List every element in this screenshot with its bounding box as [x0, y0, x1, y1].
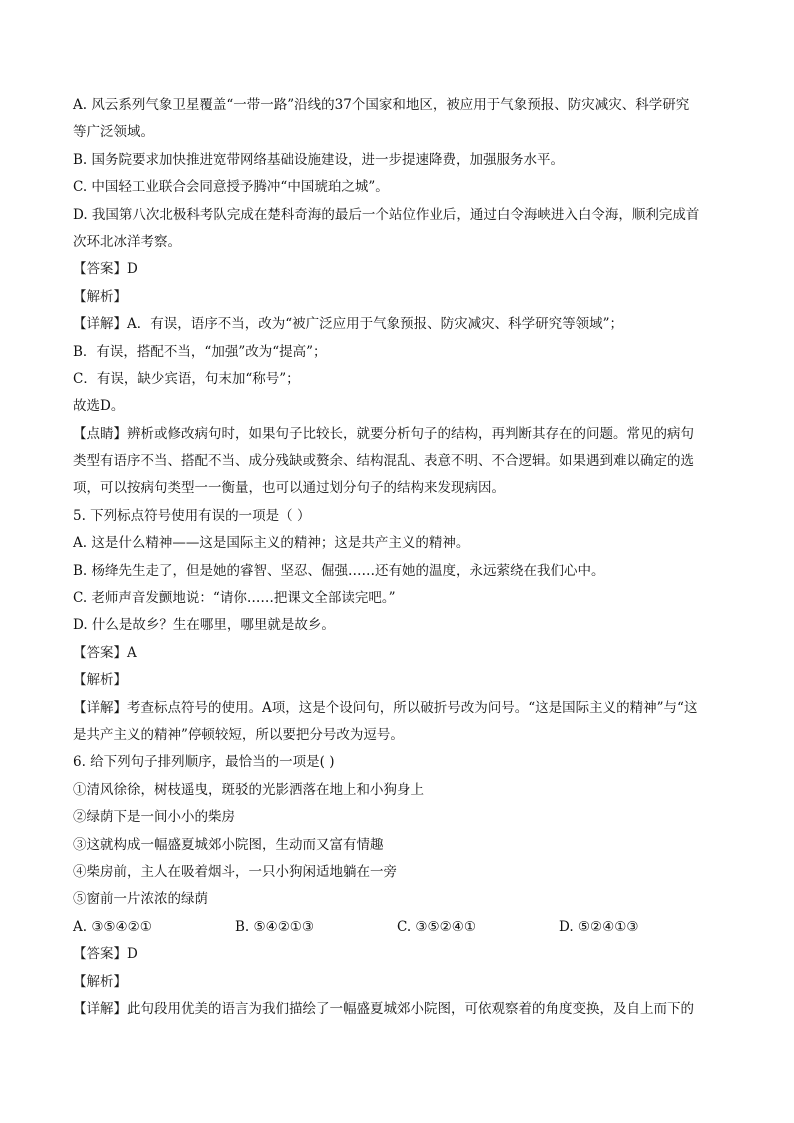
q5-option-b: B. 杨绛先生走了，但是她的睿智、坚忍、倔强……还有她的温度，永远萦绕在我们心中。 [73, 562, 605, 579]
q6-choice-c: C. ③⑤②④① [397, 918, 476, 935]
q6-choice-b: B. ⑤④②①③ [235, 918, 315, 935]
q6-answer: 【答案】D [73, 946, 138, 963]
q5-stem: 5. 下列标点符号使用有误的一项是（ ） [73, 507, 311, 524]
q4-option-b: B. 国务院要求加快推进宽带网络基础设施建设，进一步提速降费，加强服务水平。 [73, 151, 565, 168]
q6-sentence-2: ②绿荫下是一间小小的柴房 [73, 809, 235, 826]
q6-choices [73, 914, 723, 941]
q5-detail-line1: 【详解】考查标点符号的使用。A项，这是个设问句，所以破折号改为问号。“这是国际主义的精神”与“这 [73, 699, 698, 716]
q4-answer: 【答案】D [73, 261, 138, 278]
q4-option-d-line1: D. 我国第八次北极科考队完成在楚科奇海的最后一个站位作业后，通过白令海峡进入白令海，顺利完成首 [73, 206, 700, 223]
q6-detail-line1: 【详解】此句段用优美的语言为我们描绘了一幅盛夏城郊小院图，可依观察着的角度变换，及自上而下的 [73, 1000, 694, 1017]
q5-option-a: A. 这是什么精神——这是国际主义的精神；这是共产主义的精神。 [73, 535, 470, 552]
q4-tip-line1: 【点睛】辨析或修改病句时，如果句子比较长，就要分析句子的结构，再判断其存在的问题。常见的病句 [73, 425, 694, 442]
q5-detail-line2: 是共产主义的精神”停顿较短，所以要把分号改为逗号。 [73, 726, 404, 743]
q4-tip-line3: 项，可以按病句类型一一衡量，也可以通过划分句子的结构来发现病因。 [73, 480, 505, 497]
q5-option-d: D. 什么是故乡？生在哪里，哪里就是故乡。 [73, 617, 335, 634]
q6-sentence-3: ③这就构成一幅盛夏城郊小院图，生动而又富有情趣 [73, 836, 384, 853]
q4-tip-line2: 类型有语序不当、搭配不当、成分残缺或赘余、结构混乱、表意不明、不合逻辑。如果遇到难以确定的选 [73, 453, 694, 470]
q6-sentence-5: ⑤窗前一片浓浓的绿荫 [73, 891, 208, 908]
q4-detail-a: 【详解】A．有误，语序不当，改为“被广泛应用于气象预报、防灾减灾、科学研究等领域”； [73, 316, 624, 333]
q4-option-d-line2: 次环北冰洋考察。 [73, 233, 181, 250]
q6-analysis-heading: 【解析】 [73, 973, 127, 990]
q4-detail-c: C．有误，缺少宾语，句末加“称号”； [73, 370, 300, 387]
q6-sentence-4: ④柴房前，主人在吸着烟斗，一只小狗闲适地躺在一旁 [73, 863, 397, 880]
q4-conclusion: 故选D。 [73, 398, 125, 415]
q4-option-a-line2: 等广泛领域。 [73, 124, 154, 141]
document-body [73, 92, 723, 1023]
q4-detail-b: B．有误，搭配不当，“加强”改为“提高”； [73, 343, 327, 360]
q5-analysis-heading: 【解析】 [73, 672, 127, 689]
q6-choice-a: A. ③⑤④②① [73, 918, 152, 935]
q6-stem: 6. 给下列句子排列顺序，最恰当的一项是( ) [73, 754, 335, 771]
q4-option-c: C. 中国轻工业联合会同意授予腾冲“中国琥珀之城”。 [73, 179, 389, 196]
q5-option-c: C. 老师声音发颤地说：“请你……把课文全部读完吧。” [73, 590, 396, 607]
q6-sentence-1: ①清风徐徐，树枝遥曳，斑驳的光影洒落在地上和小狗身上 [73, 781, 424, 798]
q4-analysis-heading: 【解析】 [73, 288, 127, 305]
q4-option-a-line1: A. 风云系列气象卫星覆盖“一带一路”沿线的37个国家和地区，被应用于气象预报、防灾减灾、科学研究 [73, 97, 690, 113]
q6-choice-d: D. ⑤②④①③ [559, 918, 639, 935]
q5-answer: 【答案】A [73, 644, 137, 661]
